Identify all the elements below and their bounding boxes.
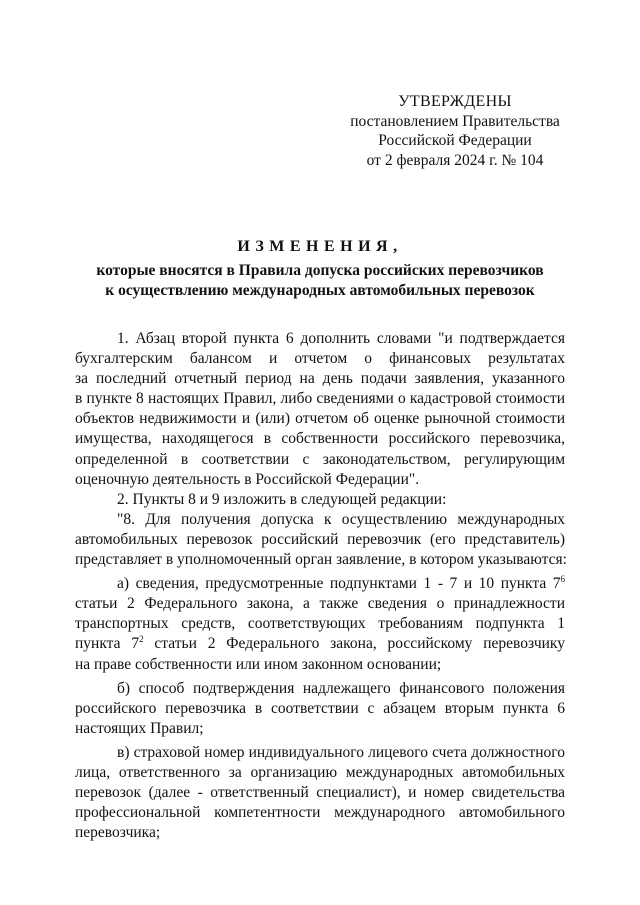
text-line: в пункте 8 настоящих Правил, либо сведениями о кадастровой стоимости xyxy=(75,390,565,408)
document-subtitle xyxy=(75,261,565,300)
text-line: профессиональной компетентности международного автомобильного xyxy=(75,804,565,822)
text-line xyxy=(75,574,565,594)
text-line: "8. Для получения допуска к осуществлению международных xyxy=(117,510,565,528)
text-line: оценочную деятельность в Российской Федерации". xyxy=(75,470,420,488)
text-line: лица, ответственного за организацию международных автомобильных xyxy=(75,763,565,781)
text-line: транспортных средств, соответствующих требованиям подпункта 1 xyxy=(75,615,565,633)
approval-line: Российской Федерации xyxy=(378,132,532,149)
approval-date: от 2 февраля 2024 г. № 104 xyxy=(366,151,544,169)
superscript: 6 xyxy=(560,574,565,585)
text-line: представляет в уполномоченный орган заявление, в котором указываются: xyxy=(75,551,567,569)
document-body xyxy=(75,329,565,843)
subtitle-line: которые вносятся в Правила допуска российских перевозчиков xyxy=(96,262,544,279)
approval-line: постановлением Правительства xyxy=(350,112,560,130)
text-fragment: а) сведения, предусмотренные подпунктами 1 - 7 и 10 пункта 7 xyxy=(117,575,561,593)
text-line: имущества, находящегося в собственности российского перевозчика, xyxy=(75,430,565,448)
text-line: бухгалтерским балансом и отчетом о финансовых результатах xyxy=(75,350,565,368)
text-line xyxy=(75,634,565,654)
text-fragment: статьи 2 Федерального закона, российскому перевозчику xyxy=(143,635,565,653)
text-line: перевозок (далее - ответственный специалист), и номер свидетельства xyxy=(75,784,565,802)
subtitle-line: к осуществлению международных автомобильных перевозок xyxy=(105,281,535,299)
text-line: б) способ подтверждения надлежащего финансового положения xyxy=(117,679,565,697)
document-title: ИЗМЕНЕНИЯ, xyxy=(237,238,403,255)
text-line: на праве собственности или ином законном основании; xyxy=(75,655,442,673)
text-line: в) страховой номер индивидуального лицевого счета должностного xyxy=(117,743,565,761)
approval-title: УТВЕРЖДЕНЫ xyxy=(398,93,512,110)
superscript: 2 xyxy=(139,634,144,645)
text-fragment: пункта 7 xyxy=(75,635,140,653)
text-line: 1. Абзац второй пункта 6 дополнить словами "и подтверждается xyxy=(117,330,565,347)
text-line: 2. Пункты 8 и 9 изложить в следующей редакции: xyxy=(117,490,447,508)
text-line: определенной в соответствии с законодательством, регулирующим xyxy=(75,450,565,468)
text-line: объектов недвижимости и (или) отчетом об оценке рыночной стоимости xyxy=(75,410,565,428)
text-line: российского перевозчика в соответствии с абзацем вторым пункта 6 xyxy=(75,699,565,717)
text-line: автомобильных перевозок российский перевозчик (его представитель) xyxy=(75,530,565,548)
text-line: перевозчика; xyxy=(75,824,161,842)
text-line: настоящих Правил; xyxy=(75,719,204,737)
approval-stamp xyxy=(340,92,570,170)
text-line: статьи 2 Федерального закона, а также сведения о принадлежности xyxy=(75,595,565,613)
text-line: за последний отчетный период на день подачи заявления, указанного xyxy=(75,370,565,388)
